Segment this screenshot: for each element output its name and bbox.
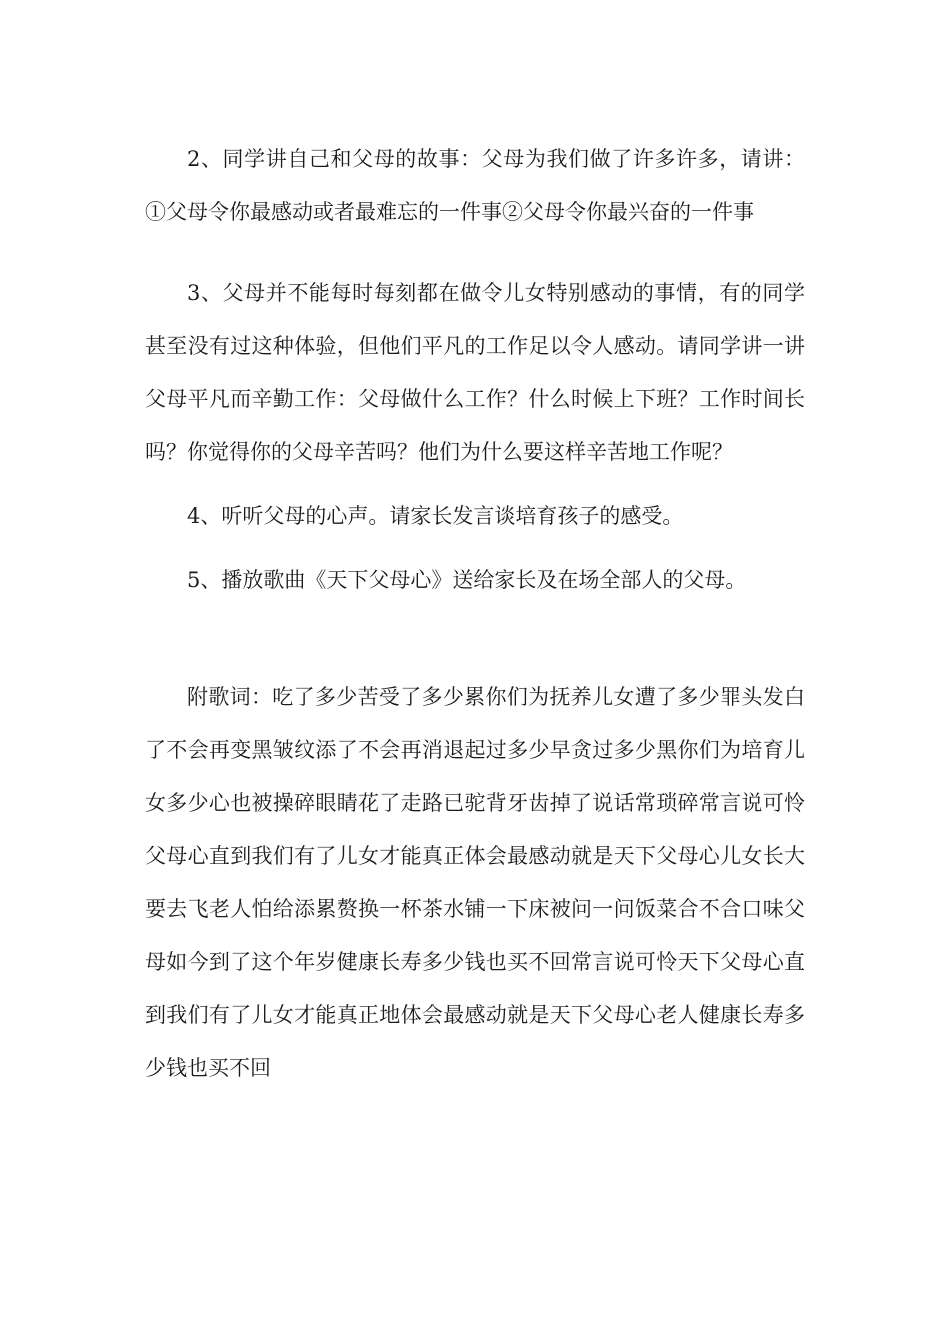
paragraph-story-sharing: 2、同学讲自己和父母的故事：父母为我们做了许多许多，请讲：①父母令你最感动或者最难忘的一件事②父母令你最兴奋的一件事	[145, 147, 805, 224]
paragraph-parents-work: 3、父母并不能每时每刻都在做令儿女特别感动的事情，有的同学甚至没有过这种体验，但他们平凡的工作足以令人感动。请同学讲一讲父母平凡而辛勤工作：父母做什么工作？什么时候上下班？工作时间长吗？你觉得你的父母辛苦吗？他们为什么要这样辛苦地工作呢？	[145, 281, 805, 464]
paragraph-song-play: 5、播放歌曲《天下父母心》送给家长及在场全部人的父母。	[187, 568, 747, 592]
paragraph-song-lyrics: 附歌词：吃了多少苦受了多少累你们为抚养儿女遭了多少罪头发白了不会再变黑皱纹添了不会再消退起过多少早贪过多少黑你们为培育儿女多少心也被操碎眼睛花了走路已驼背牙齿掉了说话常琐碎常言说可怜父母心直到我们有了儿女才能真正体会最感动就是天下父母心儿女长大要去飞老人怕给添累赘换一杯茶水铺一下床被问一问饭菜合不合口味父母如今到了这个年岁健康长寿多少钱也买不回常言说可怜天下父母心直到我们有了儿女才能真正地体会最感动就是天下父母心老人健康长寿多少钱也买不回	[145, 685, 805, 1080]
document-page	[145, 133, 805, 1095]
paragraph-parents-voice: 4、听听父母的心声。请家长发言谈培育孩子的感受。	[187, 504, 684, 528]
